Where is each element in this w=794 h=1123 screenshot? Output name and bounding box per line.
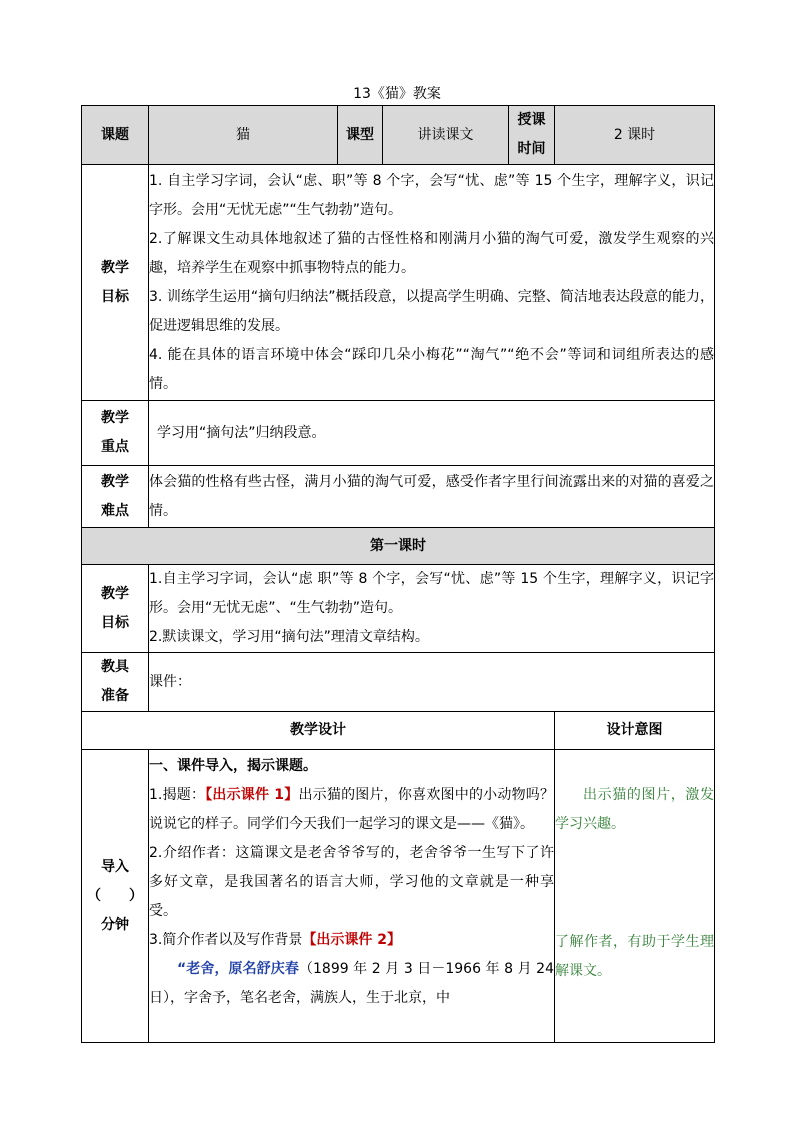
topic-label: 课题 bbox=[82, 106, 149, 165]
intro-intent bbox=[555, 750, 715, 1043]
intro-label-line1: 导入 bbox=[101, 858, 129, 875]
intro-label bbox=[82, 750, 149, 1043]
document-title: 13《猫》教案 bbox=[353, 86, 441, 102]
key-points-label bbox=[82, 401, 149, 466]
goals-label-line2: 目标 bbox=[101, 288, 129, 305]
materials-label bbox=[82, 653, 149, 712]
lesson1-goals-label bbox=[82, 565, 149, 653]
intro-label-line3: 分钟 bbox=[101, 916, 129, 933]
intro-section-title: 一、课件导入，揭示课题。 bbox=[149, 758, 317, 774]
intro-paragraph-1 bbox=[149, 781, 554, 839]
type-value: 讲读课文 bbox=[383, 106, 509, 165]
courseware-tag-1: 【出示课件 1】 bbox=[205, 787, 299, 803]
goals-row bbox=[82, 165, 715, 401]
intro-p1-rest: 出示猫的图片，你喜欢图中的小动物吗？说说它的样子。同学们今天我们一起学习的课文是——《猫》。 bbox=[149, 787, 554, 832]
key-points-label-line2: 重点 bbox=[101, 439, 129, 455]
materials-row bbox=[82, 653, 715, 712]
goal-item: 1. 自主学习字词，会认“虑、职”等 8 个字，会写“忧、虑”等 15 个生字，理解字义，识记字形。会用“无忧无虑”“生气勃勃”造句。 bbox=[149, 172, 714, 218]
time-label bbox=[509, 106, 555, 165]
lesson1-header-row bbox=[82, 528, 715, 565]
lesson1-goals-row bbox=[82, 565, 715, 653]
intro-paragraph-4 bbox=[149, 955, 554, 1013]
goal-item: 2.了解课文生动具体地叙述了猫的古怪性格和刚满月小猫的淘气可爱，激发学生观察的兴趣，培养学生在观察中抓事物特点的能力。 bbox=[149, 230, 714, 276]
difficulties-label bbox=[82, 466, 149, 528]
type-label: 课型 bbox=[338, 106, 383, 165]
key-points-row bbox=[82, 401, 715, 466]
design-header-row bbox=[82, 712, 715, 750]
difficulties-label-line2: 难点 bbox=[101, 502, 129, 519]
lesson1-goals-label-line2: 目标 bbox=[101, 614, 129, 631]
difficulties-content: 体会猫的性格有些古怪，满月小猫的淘气可爱，感受作者字里行间流露出来的对猫的喜爱之情。 bbox=[149, 466, 715, 528]
lesson1-header: 第一课时 bbox=[82, 528, 715, 565]
difficulties-label-line1: 教学 bbox=[101, 473, 129, 490]
materials-label-line2: 准备 bbox=[101, 688, 129, 704]
lesson1-goals-content bbox=[149, 565, 715, 653]
design-header: 教学设计 bbox=[82, 712, 555, 750]
intro-paragraph-3 bbox=[149, 926, 554, 955]
intro-p4-rest: （1899 年 2 月 3 日－1966 年 8 月 24 日），字舍予，笔名老舍，满族人，生于北京，中 bbox=[149, 961, 554, 1006]
materials-content: 课件： bbox=[149, 653, 715, 712]
lesson-plan-table bbox=[81, 105, 715, 1043]
lesson1-goal-item: 2.默读课文，学习用“摘句法”理清文章结构。 bbox=[149, 629, 429, 645]
topic-value: 猫 bbox=[149, 106, 338, 165]
materials-label-line1: 教具 bbox=[101, 659, 129, 675]
intent-item-1: 出示猫的图片，激发学习兴趣。 bbox=[555, 787, 714, 832]
time-label-line2: 时间 bbox=[517, 141, 546, 157]
intro-content bbox=[149, 750, 555, 1043]
time-label-line1: 授课 bbox=[517, 112, 546, 128]
goals-label bbox=[82, 165, 149, 401]
key-points-content: 学习用“摘句法”归纳段意。 bbox=[149, 401, 715, 466]
lesson1-goal-item: 1.自主学习字词，会认“虑 职”等 8 个字，会写“忧、虑”等 15 个生字，理解字义，识记字形。会用“无忧无虑”、“生气勃勃”造句。 bbox=[149, 571, 714, 616]
intro-p3-prefix: 3.简介作者以及写作背景 bbox=[149, 932, 303, 948]
intro-paragraph-2: 2.介绍作者：这篇课文是老舍爷爷写的，老舍爷爷一生写下了许多好文章，是我国著名的语言大师，学习他的文章就是一种享受。 bbox=[149, 845, 554, 919]
intro-row bbox=[82, 750, 715, 1043]
author-name-highlight: “老舍，原名舒庆春 bbox=[177, 961, 299, 977]
intent-item-2: 了解作者，有助于学生理解课文。 bbox=[555, 934, 714, 979]
key-points-label-line1: 教学 bbox=[101, 410, 129, 426]
lesson1-goals-label-line1: 教学 bbox=[101, 585, 129, 602]
goal-item: 3. 训练学生运用“摘句归纳法”概括段意，以提高学生明确、完整、简洁地表达段意的能力，促进逻辑思维的发展。 bbox=[149, 288, 714, 334]
intro-label-line2: （ ） bbox=[87, 887, 143, 904]
goals-content bbox=[149, 165, 715, 401]
intro-p1-prefix: 1.揭题： bbox=[149, 787, 206, 803]
header-row bbox=[82, 106, 715, 165]
courseware-tag-2: 【出示课件 2】 bbox=[302, 932, 401, 948]
intent-header: 设计意图 bbox=[555, 712, 715, 750]
time-value: 2 课时 bbox=[555, 106, 715, 165]
goals-label-line1: 教学 bbox=[101, 259, 129, 276]
goal-item: 4. 能在具体的语言环境中体会“踩印几朵小梅花”“淘气”“绝不会”等词和词组所表达的感情。 bbox=[149, 346, 714, 392]
difficulties-row bbox=[82, 466, 715, 528]
